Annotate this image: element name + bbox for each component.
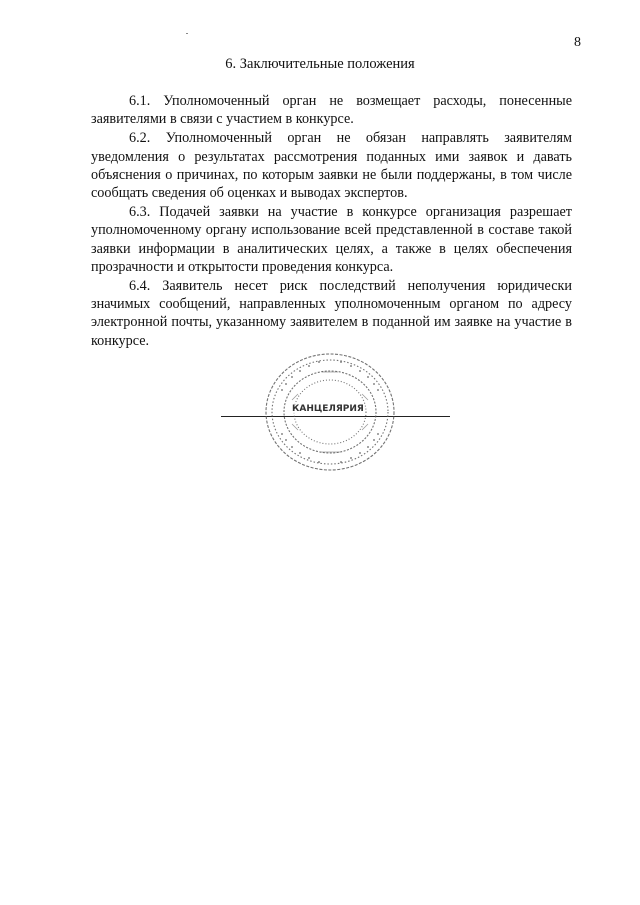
page-number: 8 [574,35,581,50]
paragraph-6-1: 6.1. Уполномоченный орган не возмещает расходы, понесенные заявителями в связи с участием в конкурсе. [91,93,572,128]
section-body [91,92,572,351]
paragraph-6-4: 6.4. Заявитель несет риск последствий неполучения юридически значимых сообщений, направленных уполномоченным органом по адресу электронной почты, указанному заявителем в поданной им заявке на участие в конкурсе. [91,278,572,349]
section-heading: 6. Заключительные положения [225,56,415,72]
stamp-label: КАНЦЕЛЯРИЯ [292,404,364,414]
paragraph-6-2: 6.2. Уполномоченный орган не обязан направлять заявителям уведомления о результатах рассмотрения поданных ими заявок и давать объяснения о причинах, по которым заявки не были поддержаны, в том числе сообщать сведения об оценках и выводах экспертов. [91,130,572,202]
scan-artifact [186,33,188,34]
paragraph-6-3: 6.3. Подачей заявки на участие в конкурсе организация разрешает уполномоченному органу использование всей представленной в составе такой заявки информации в аналитических целях, а также в целях обеспечения прозрачности и открытости проведения конкурса. [91,204,572,275]
